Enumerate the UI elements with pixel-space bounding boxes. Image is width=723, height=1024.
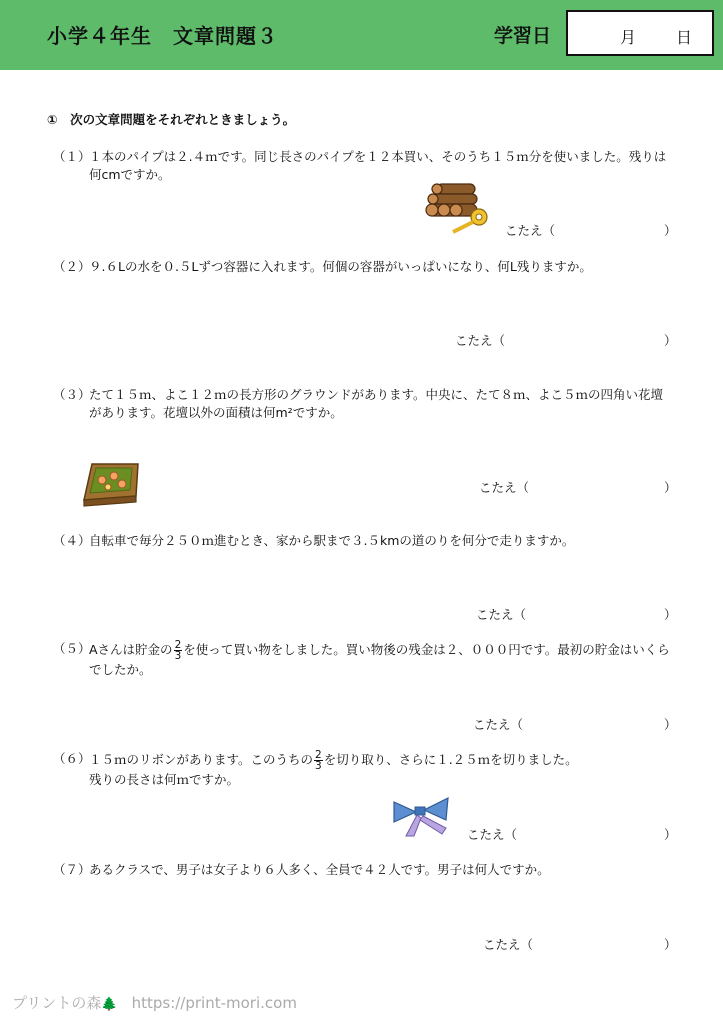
answer-label-5: こたえ（ [473,717,524,732]
problem-5 [53,640,678,679]
answer-label-2: こたえ（ [455,333,506,348]
answer-label-6: こたえ（ [467,827,518,842]
problem-number: （４） [53,533,91,548]
problem-text-part: を切り取り、さらに１.２５ｍを切りました。残りの長さは何ｍですか。 [89,752,578,787]
flower-bed-illustration [80,460,142,508]
fraction-numerator: 2 [174,639,182,651]
page-title: 小学４年生 文章問題３ [47,24,278,48]
problem-number: （１） [53,149,91,164]
answer-close-4: ） [664,607,677,622]
problem-1 [53,148,678,184]
problem-text-part: Aさんは貯金の [89,642,173,657]
problem-number: （２） [53,259,91,274]
problem-text [89,750,589,789]
answer-label-1: こたえ（ [505,223,556,238]
problem-4 [53,532,678,550]
month-label: 月 [620,28,637,47]
fraction-denominator: 3 [315,760,322,772]
footer-brand: プリントの森 [12,994,102,1012]
problem-text: １本のパイプは２.４ｍです。同じ長さのパイプを１２本買い、そのうち１５ｍ分を使いました。残りは何cmですか。 [89,149,667,182]
answer-close-3: ） [664,480,677,495]
answer-close-6: ） [664,827,677,842]
problem-7 [53,861,678,879]
problem-3 [53,386,678,422]
problem-text: 自転車で毎分２５０ｍ進むとき、家から駅まで３.５kmの道のりを何分で走りますか。 [89,533,575,548]
problem-6 [53,750,678,789]
answer-close-2: ） [664,333,677,348]
problem-text: たて１５ｍ、よこ１２ｍの長方形のグラウンドがあります。中央に、たて８ｍ、よこ５ｍの四角い花壇があります。花壇以外の面積は何m²ですか。 [89,387,664,420]
footer-url[interactable]: https://print-mori.com [131,994,297,1012]
tree-icon: 🌲 [101,997,118,1012]
fraction-numerator: 2 [315,749,322,761]
answer-label-4: こたえ（ [476,607,527,622]
answer-close-5: ） [664,717,677,732]
problem-number: （７） [53,862,91,877]
footer [12,992,297,1013]
problem-2 [53,258,678,276]
fraction-denominator: 3 [174,650,182,662]
problem-number: （５） [53,641,91,656]
problem-text-part: １５ｍのリボンがあります。このうちの [89,752,314,767]
problem-text: あるクラスで、男子は女子より６人多く、全員で４２人です。男子は何人ですか。 [89,862,550,877]
date-label: 学習日 [494,25,552,47]
answer-label-7: こたえ（ [483,937,534,952]
header-bar [0,0,723,70]
problem-text-part: を使って買い物をしました。買い物後の残金は２、０００円です。最初の貯金はいくらでしたか。 [89,642,670,677]
fraction [314,750,323,771]
problem-text [89,640,674,679]
instruction: ① 次の文章問題をそれぞれときましょう。 [47,112,296,127]
answer-close-1: ） [664,223,677,238]
answer-close-7: ） [664,937,677,952]
answer-label-3: こたえ（ [479,480,530,495]
fraction [174,640,183,661]
date-box[interactable] [566,10,714,56]
logs-and-tape-measure-illustration [425,180,491,236]
problem-number: （３） [53,387,91,402]
problem-text: ９.６Lの水を０.５Lずつ容器に入れます。何個の容器がいっぱいになり、何L残りますか。 [89,259,592,274]
day-label: 日 [676,28,693,47]
problem-number: （６） [53,751,91,766]
ribbon-illustration [390,796,452,840]
